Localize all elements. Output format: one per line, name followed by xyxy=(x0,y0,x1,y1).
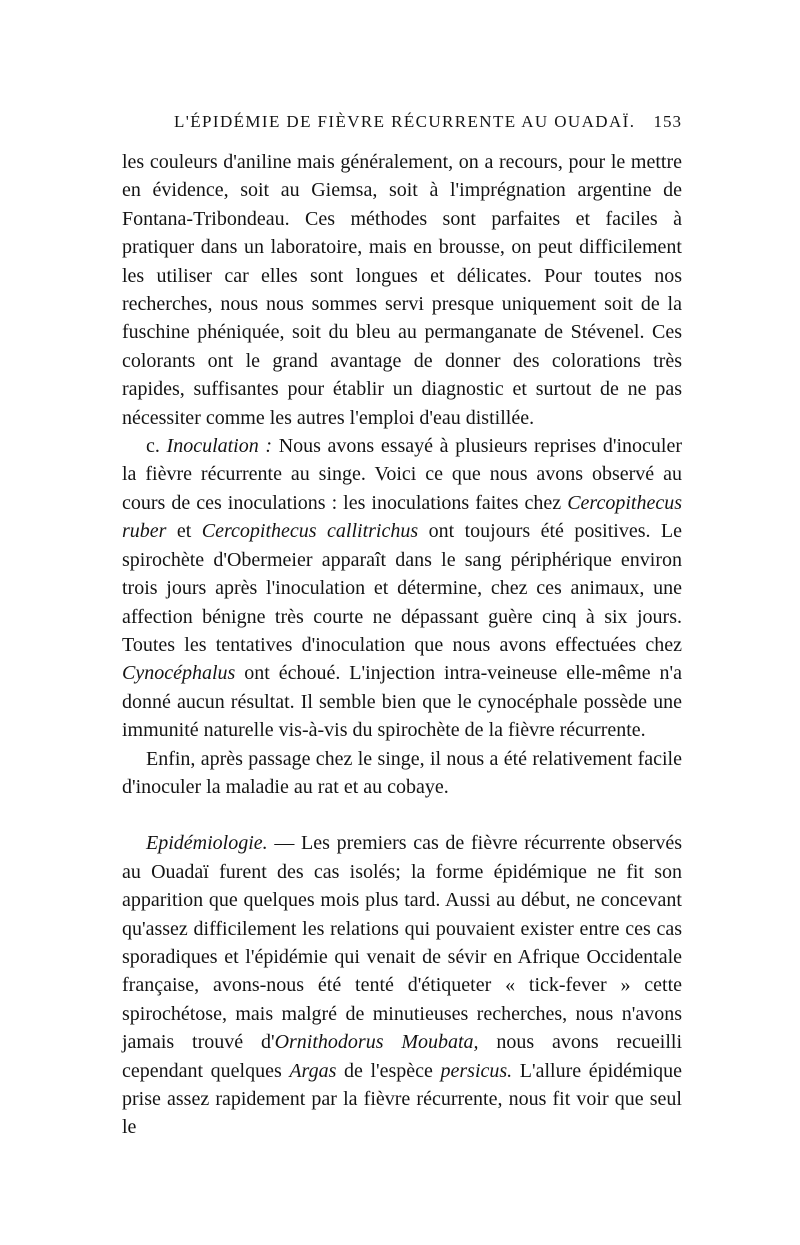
body-text xyxy=(122,148,682,1142)
inoculation-text-a: Nous avons essayé à plusieurs reprises d'inoculer la fièvre récurrente au singe. Voici ce que nous avons observé au cours de ces inoculations : les inoculations faites chez xyxy=(122,435,683,514)
epidemiologie-text-a: — Les premiers cas de fièvre récurrente observés au Ouadaï furent des cas isolés; la forme épidémique ne fit son apparition que quelques mois plus tard. Aussi au début, ne concevant qu'assez difficilement les relations qui pouvaient exister entre ces cas sporadiques et l'épidémie qui venait de sévir en Afrique Occidentale française, avons-nous été tenté d'étiqueter « tick-fever » cette spirochétose, mais malgré de minutieuses recherches, nous n'avons jamais trouvé d' xyxy=(122,832,683,1054)
species-cercopithecus-ruber: Cercopithecus ruber xyxy=(122,491,682,543)
book-page xyxy=(122,112,682,1142)
species-persicus: persicus. xyxy=(440,1059,513,1082)
species-cercopithecus-callitrichus: Cercopithecus callitrichus xyxy=(201,520,419,543)
epidemiologie-text-d: L'allure épidémique prise assez rapidement par la fièvre récurrente, nous fit voir que seul le xyxy=(122,1059,683,1139)
paragraph-staining-text: les couleurs d'aniline mais généralement, on a recours, pour le mettre en évidence, soit au Giemsa, soit à l'imprégnation argentine de Fontana-Tribondeau. Ces méthodes sont parfaites et faciles à pratiquer dans un laboratoire, mais en brousse, on peut difficilement les utiliser car elles sont longues et délicates. Pour toutes nos recherches, nous nous sommes servi presque uniquement soit de la fuschine phéniquée, soit du bleu au permanganate de Stévenel. Ces colorants ont le grand avantage de donner des colorations très rapides, suffisantes pour établir un diagnostic et surtout de ne pas nécessiter comme les autres l'emploi d'eau distillée. xyxy=(122,151,682,429)
inoculation-label: c. xyxy=(146,435,160,458)
species-cynocephalus: Cynocéphalus xyxy=(122,662,236,685)
paragraph-epidemiologie xyxy=(122,829,682,1141)
inoculation-heading: Inoculation : xyxy=(166,435,273,458)
species-argas: Argas xyxy=(289,1059,337,1082)
page-number: 153 xyxy=(653,112,682,131)
species-ornithodorus-moubata: Ornithodorus Moubata, xyxy=(274,1031,479,1054)
inoculation-conjunction: et xyxy=(176,520,192,543)
paragraph-inoculation xyxy=(122,432,682,744)
running-title: L'ÉPIDÉMIE DE FIÈVRE RÉCURRENTE AU OUADAÏ. xyxy=(174,112,636,131)
section-gap xyxy=(122,801,682,829)
rat-cobaye-text: Enfin, après passage chez le singe, il nous a été relativement facile d'inoculer la maladie au rat et au cobaye. xyxy=(122,747,682,798)
inoculation-text-b: ont toujours été positives. Le spirochète d'Obermeier apparaît dans le sang périphérique environ trois jours après l'inoculation et détermine, chez ces animaux, une affection bénigne très courte ne dépassant guère cinq à six jours. Toutes les tentatives d'inoculation que nous avons effectuées chez xyxy=(122,520,683,656)
epidemiologie-heading: Epidémiologie. xyxy=(146,832,268,855)
paragraph-rat-cobaye xyxy=(122,745,682,802)
inoculation-text-c: ont échoué. L'injection intra-veineuse elle-même n'a donné aucun résultat. Il semble bien que le cynocéphale possède une immunité naturelle vis-à-vis du spirochète de la fièvre récurrente. xyxy=(122,662,682,742)
epidemiologie-text-c: de l'espèce xyxy=(343,1059,433,1082)
epidemiologie-text-b: nous avons recueilli cependant quelques xyxy=(122,1031,683,1082)
running-head xyxy=(122,112,682,132)
paragraph-staining-methods xyxy=(122,148,682,432)
